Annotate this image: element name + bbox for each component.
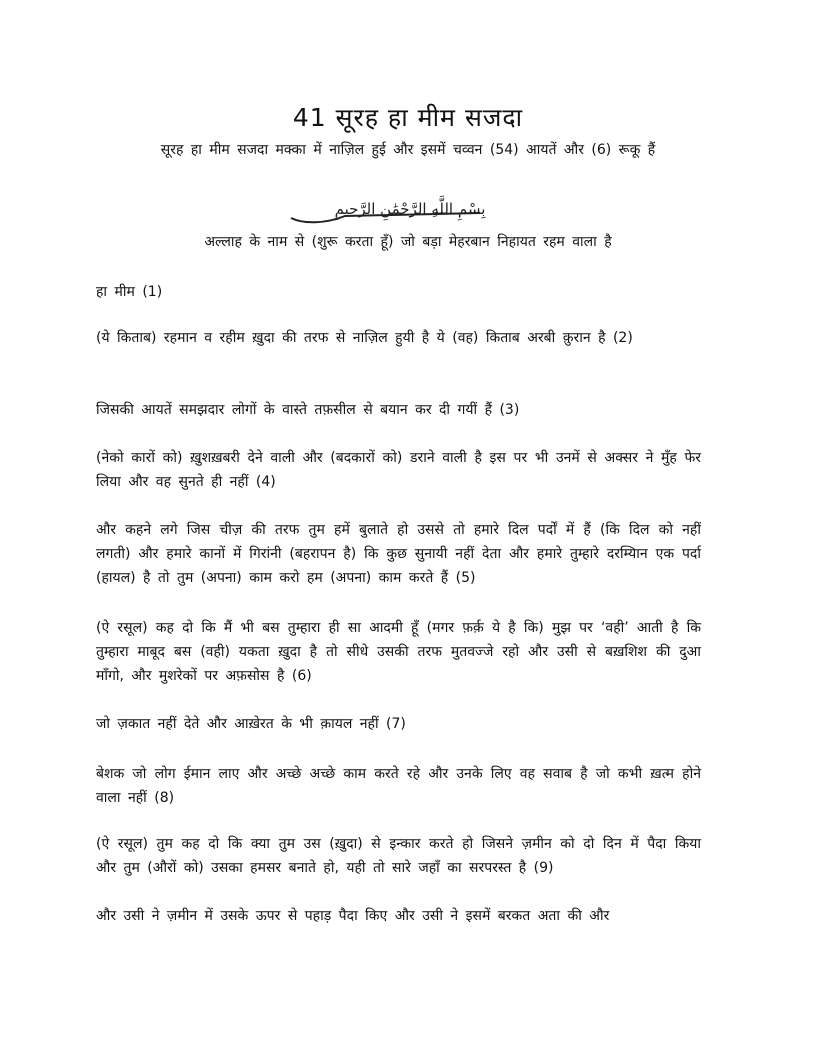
verse-3: जिसकी आयतें समझदार लोगों के वास्ते तफ़सील से बयान कर दी गयीं हैं (3) <box>96 402 520 418</box>
verse-1: हा मीम (1) <box>96 284 163 300</box>
basmala-text: بِسْمِ اللَّهِ الرَّحْمَٰنِ الرَّحِيمِ <box>334 200 486 218</box>
basmala-calligraphy <box>285 190 535 230</box>
verse-6: (ऐ रसूल) कह दो कि मैं भी बस तुम्हारा ही सा आदमी हूँ (मगर फ़र्क़ ये है कि) मुझ पर ‘वही’ आती है कि तुम्हारा माबूद बस (वही) यकता ख़ुदा है तो सीधे उसकी तरफ मुतवज्जे रहो और उसी से बख़शिश की दुआ माँगो, और मुशरेकों पर अफ़सोस है (6) <box>96 620 701 684</box>
verse-7: जो ज़कात नहीं देते और आख़ेरत के भी क़ायल नहीं (7) <box>96 716 406 732</box>
verse-9: (ऐ रसूल) तुम कह दो कि क्या तुम उस (ख़ुदा) से इन्कार करते हो जिसने ज़मीन को दो दिन में पैदा किया और तुम (औरों को) उसका हमसर बनाते हो, यही तो सारे जहाँ का सरपरस्त है (9) <box>96 836 701 876</box>
basmala-translation: अल्लाह के नाम से (शुरू करता हूँ) जो बड़ा मेहरबान निहायत रहम वाला है <box>204 234 612 250</box>
verse-2: (ये किताब) रहमान व रहीम ख़ुदा की तरफ से नाज़िल हुयी है ये (वह) किताब अरबी क़ुरान है (2) <box>96 330 633 346</box>
verse-5: और कहने लगे जिस चीज़ की तरफ तुम हमें बुलाते हो उससे तो हमारे दिल पर्दों में हैं (कि दिल को नहीं लगती) और हमारे कानों में गिरांनी (बहरापन है) कि कुछ सुनायी नहीं देता और हमारे तुम्हारे दरम्यिान एक पर्दा (हायल) है तो तुम (अपना) काम करो हम (अपना) काम करते हैं (5) <box>96 522 701 586</box>
verse-10: और उसी ने ज़मीन में उसके ऊपर से पहाड़ पैदा किए और उसी ने इसमें बरकत अता की और <box>96 908 610 924</box>
verse-8: बेशक जो लोग ईमान लाए और अच्छे अच्छे काम करते रहे और उनके लिए वह सवाब है जो कभी ख़त्म होने वाला नहीं (8) <box>96 766 701 806</box>
surah-subtitle: सूरह हा मीम सजदा मक्का में नाज़िल हुई और इसमें चव्वन (54) आयतें और (6) रूकू हैं <box>160 142 656 158</box>
surah-title: 41 सूरह हा मीम सजदा <box>292 103 524 132</box>
verse-4: (नेको कारों को) ख़ुशख़बरी देने वाली और (बदकारों को) डराने वाली है इस पर भी उनमें से अक्सर ने मुँह फेर लिया और वह सुनते ही नहीं (4) <box>96 450 701 490</box>
